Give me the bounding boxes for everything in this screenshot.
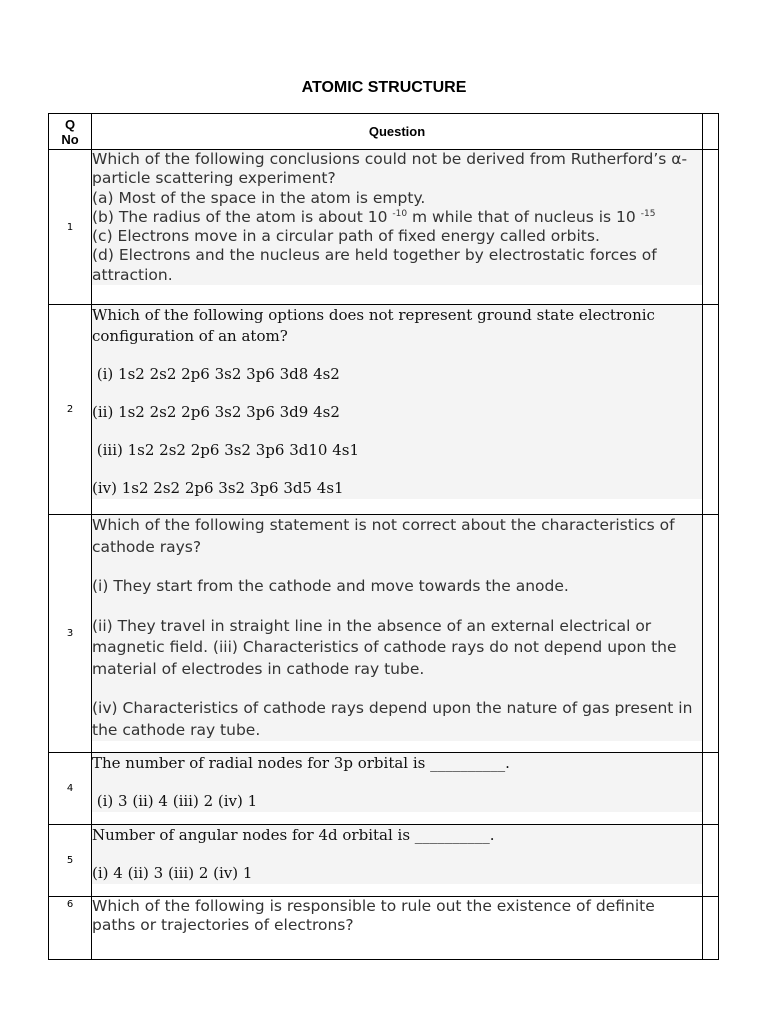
question-number: 5 — [49, 825, 92, 897]
option-i: (i) 1s2 2s2 2p6 3s2 3p6 3d8 4s2 — [92, 365, 340, 383]
question-6-text — [92, 897, 702, 936]
qno-header-line2: No — [61, 131, 79, 147]
questions-table — [48, 113, 719, 960]
question-2-text — [92, 305, 702, 499]
question-stem: Which of the following is responsible to rule out the existence of definite paths or trajectories of electrons? — [92, 897, 655, 935]
qno-header — [49, 114, 92, 150]
extra-column-header — [703, 114, 719, 150]
question-row-4 — [49, 753, 719, 825]
question-row-1 — [49, 150, 719, 305]
question-5-text — [92, 825, 702, 884]
statement-iv: (iv) Characteristics of cathode rays depend upon the nature of gas present in the cathode ray tube. — [92, 699, 693, 739]
question-stem: Which of the following statement is not correct about the characteristics of cathode rays? — [92, 516, 675, 556]
exponent: -10 — [392, 208, 408, 219]
question-row-5 — [49, 825, 719, 897]
extra-column-cell — [703, 515, 719, 753]
question-cell — [92, 515, 703, 753]
option-a: (a) Most of the space in the atom is empty. — [92, 188, 426, 207]
extra-column-cell — [703, 825, 719, 897]
option-ii: (ii) 1s2 2s2 2p6 3s2 3p6 3d9 4s2 — [92, 403, 340, 421]
question-number: 3 — [49, 515, 92, 753]
page-title: ATOMIC STRUCTURE — [301, 79, 467, 96]
question-4-text — [92, 753, 702, 812]
question-cell — [92, 897, 703, 960]
qno-header-line1: Q — [64, 116, 76, 132]
option-b-part1: (b) The radius of the atom is about 10 — [92, 207, 388, 226]
question-cell — [92, 305, 703, 515]
option-b — [92, 208, 702, 227]
extra-column-cell — [703, 753, 719, 825]
option-iv: (iv) 1s2 2s2 2p6 3s2 3p6 3d5 4s1 — [92, 479, 344, 497]
options: (i) 3 (ii) 4 (iii) 2 (iv) 1 — [92, 792, 258, 810]
extra-column-cell — [703, 150, 719, 305]
extra-column-cell — [703, 305, 719, 515]
question-number: 2 — [49, 305, 92, 515]
option-c: (c) Electrons move in a circular path of fixed energy called orbits. — [92, 227, 600, 246]
question-1-text — [92, 150, 702, 285]
table-header-row — [49, 114, 719, 150]
question-stem: Number of angular nodes for 4d orbital is __________. — [92, 826, 495, 844]
question-stem: Which of the following conclusions could not be derived from Rutherford’s α-particle scattering experiment? — [92, 150, 688, 188]
option-d: (d) Electrons and the nucleus are held together by electrostatic forces of attraction. — [92, 246, 657, 284]
question-number: 1 — [49, 150, 92, 305]
question-row-3 — [49, 515, 719, 753]
option-b-part2: m while that of nucleus is 10 — [407, 207, 636, 226]
question-number: 6 — [49, 897, 92, 960]
statement-ii-iii: (ii) They travel in straight line in the absence of an external electrical or magnetic field. (iii) Characteristics of cathode rays do not depend upon the material of electrodes in cathode ray tube. — [92, 616, 677, 678]
option-iii: (iii) 1s2 2s2 2p6 3s2 3p6 3d10 4s1 — [92, 441, 359, 459]
question-3-text — [92, 515, 702, 741]
question-cell — [92, 825, 703, 897]
statement-i: (i) They start from the cathode and move towards the anode. — [92, 577, 569, 595]
question-cell — [92, 753, 703, 825]
question-header: Question — [92, 114, 703, 150]
exponent: -15 — [640, 208, 656, 219]
options: (i) 4 (ii) 3 (iii) 2 (iv) 1 — [92, 864, 253, 882]
question-row-6 — [49, 897, 719, 960]
question-stem: Which of the following options does not represent ground state electronic configuration of an atom? — [92, 306, 655, 345]
question-row-2 — [49, 305, 719, 515]
question-number: 4 — [49, 753, 92, 825]
extra-column-cell — [703, 897, 719, 960]
question-stem: The number of radial nodes for 3p orbital is __________. — [92, 754, 510, 772]
question-cell — [92, 150, 703, 305]
